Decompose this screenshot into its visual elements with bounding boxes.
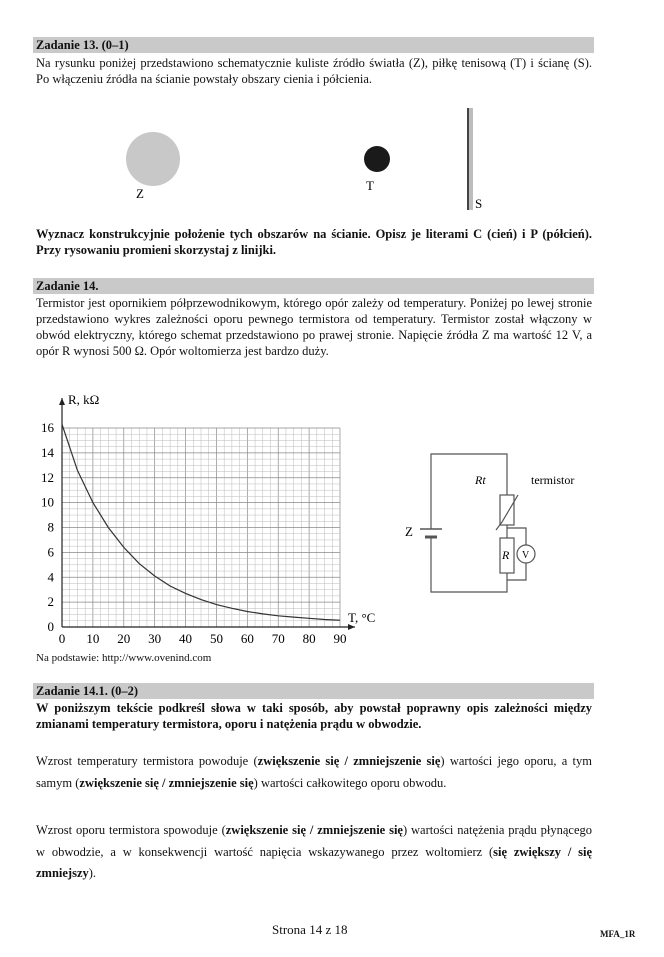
x-tick-label: 40 — [179, 631, 193, 646]
y-tick-label: 10 — [41, 494, 54, 510]
chart-grid — [62, 428, 340, 627]
task141-header: Zadanie 14.1. (0–2) — [33, 683, 594, 699]
tennis-ball-circle — [364, 146, 390, 172]
light-source-circle — [126, 132, 180, 186]
y-tick-label: 4 — [47, 569, 54, 585]
chart-axes — [59, 398, 355, 630]
y-tick-label: 8 — [47, 519, 54, 535]
chart-tick-labels — [41, 420, 347, 646]
wire-bottom — [431, 537, 507, 592]
y-tick-label: 2 — [47, 594, 54, 610]
label-t: T — [366, 178, 374, 193]
x-axis-label: T, °C — [348, 610, 376, 625]
choice-3[interactable]: zwiększenie się / zmniejszenie się — [225, 823, 403, 837]
task13-figure — [0, 100, 664, 220]
x-tick-label: 0 — [58, 631, 66, 646]
y-tick-label: 12 — [41, 469, 54, 485]
x-tick-label: 80 — [302, 631, 316, 646]
x-tick-label: 50 — [209, 631, 223, 646]
exam-code: MFA_1R — [600, 929, 636, 939]
choice-4[interactable]: się zwiększy / się zmniejszy — [36, 844, 592, 880]
wall-hatch — [469, 108, 473, 210]
r-label: R — [502, 548, 510, 562]
task13-instruction: Wyznacz konstrukcyjnie położenie tych obszarów na ścianie. Opisz je literami C (cień) i P (półcień). Przy rysowaniu promieni skorzystaj z linijki. — [36, 227, 592, 257]
y-tick-label: 0 — [47, 619, 54, 634]
y-tick-label: 14 — [41, 444, 54, 460]
task14-intro: Termistor jest opornikiem półprzewodnikowym, którego opór zależy od temperatury. Poniżej po lewej stronie przedstawiono wykres zależności oporu pewnego termistora od temperatury. Termistor został włączony w obwód elektryczny, którego schemat przedstawiono po prawej stronie. Napięcie źródła Z ma wartość 12 V, a opór R wynosi 500 Ω. Opór woltomierza jest bardzo duży. — [36, 296, 592, 358]
y-tick-label: 16 — [41, 420, 54, 435]
x-tick-label: 20 — [117, 631, 131, 646]
wire-top — [431, 454, 507, 529]
circuit-diagram — [400, 440, 600, 600]
task141-instruction: W poniższym tekście podkreśl słowa w taki sposób, aby powstał poprawny opis zależności między zmianami temperatury termistora, oporu i natężenia prądu w obwodzie. — [36, 701, 592, 731]
source-z-label: Z — [405, 524, 413, 539]
task141-paragraph2: Wzrost oporu termistora spowoduje (zwiększenie się / zmniejszenie się) wartości natężenia prądu płynącego w obwodzie, a w konsekwencji wartość napięcia wskazywanego przez woltomierz (się zwiększy / się zmniejszy). — [36, 823, 593, 880]
rt-label: Rt — [475, 473, 486, 487]
resistance-temperature-chart — [0, 390, 400, 665]
termistor-label: termistor — [531, 473, 575, 487]
choice-2[interactable]: zwiększenie się / zmniejszenie się — [79, 775, 254, 790]
y-axis-arrow — [59, 398, 65, 405]
x-tick-label: 60 — [240, 631, 254, 646]
x-tick-label: 30 — [148, 631, 162, 646]
label-z: Z — [136, 186, 144, 201]
thermistor-box — [500, 495, 514, 525]
task13-header: Zadanie 13. (0–1) — [33, 37, 594, 53]
choice-1[interactable]: zwiększenie się / zmniejszenie się — [257, 754, 441, 768]
task14-header: Zadanie 14. — [33, 278, 594, 294]
task13-intro: Na rysunku poniżej przedstawiono schematycznie kuliste źródło światła (Z), piłkę tenisową (T) i ścianę (S). Po włączeniu źródła na ścianie powstały obszary cienia i półcienia. — [36, 56, 592, 86]
x-tick-label: 90 — [333, 631, 347, 646]
y-tick-label: 6 — [47, 544, 54, 560]
x-tick-label: 70 — [271, 631, 285, 646]
chart-source: Na podstawie: http://www.ovenind.com — [36, 652, 212, 664]
page-number: Strona 14 z 18 — [272, 922, 348, 937]
x-tick-label: 10 — [86, 631, 100, 646]
y-axis-label: R, kΩ — [68, 392, 100, 407]
task141-paragraph1: Wzrost temperatury termistora powoduje (zwiększenie się / zmniejszenie się) wartości jego oporu, a tym samym (zwiększenie się / zmniejszenie się) wartości całkowitego oporu obwodu. — [36, 754, 593, 790]
v-label: V — [522, 550, 530, 561]
label-s: S — [475, 196, 483, 211]
